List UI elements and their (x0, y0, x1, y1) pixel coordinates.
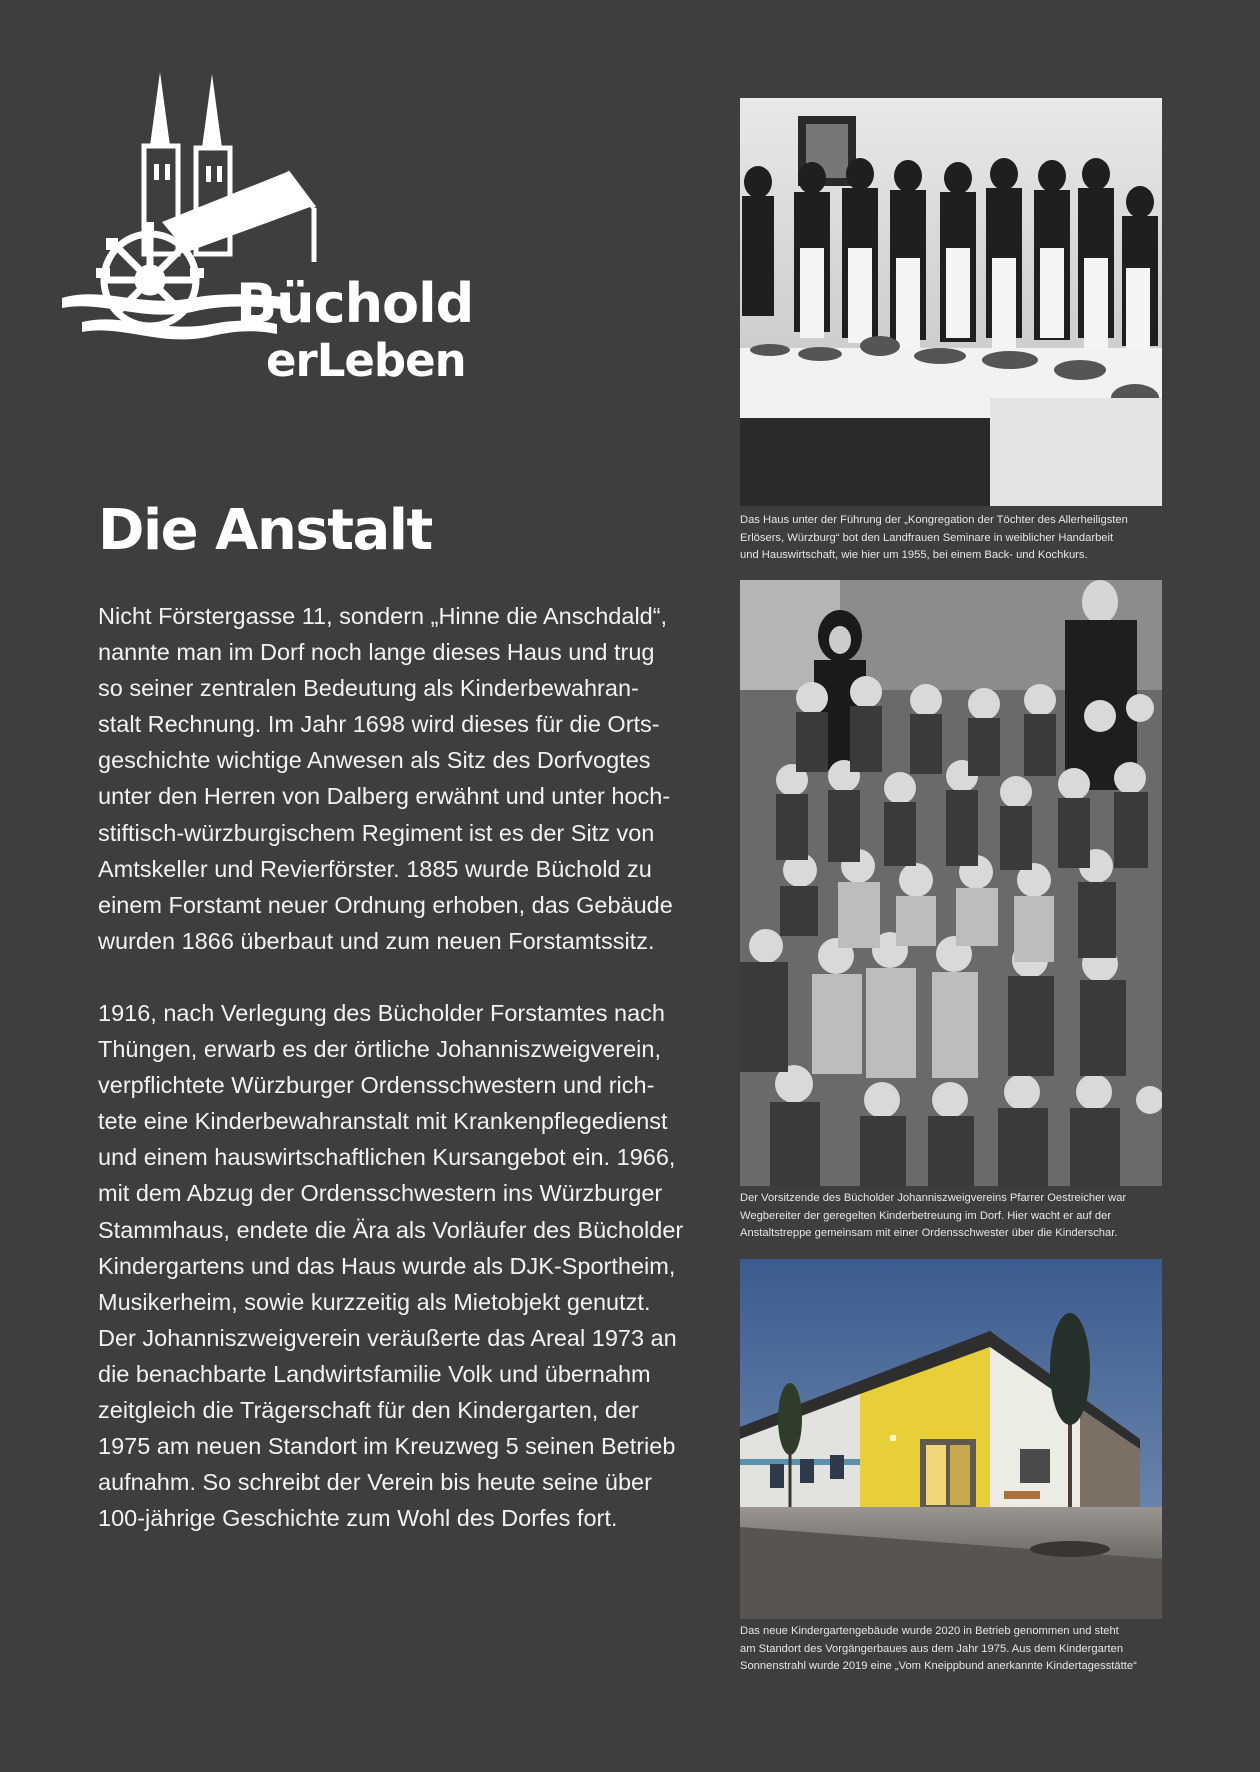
caption-new-kindergarten (740, 1623, 1180, 1676)
caption-line: Der Vorsitzende des Bücholder Johanniszweigvereins Pfarrer Oestreicher war (740, 1192, 1127, 1204)
text-line: so seiner zentralen Bedeutung als Kinderbewahran- (98, 675, 639, 702)
text-line: Nicht Förstergasse 11, sondern „Hinne die Anschdald“, (98, 603, 668, 629)
text-line: stalt Rechnung. Im Jahr 1698 wird dieses für die Orts- (98, 711, 660, 738)
text-line: 1975 am neuen Standort im Kreuzweg 5 seinen Betrieb (98, 1433, 676, 1460)
caption-line: am Standort des Vorgängerbaues aus dem Jahr 1975. Aus dem Kindergarten (740, 1642, 1124, 1655)
caption-line: Das neue Kindergartengebäude wurde 2020 in Betrieb genommen und steht (740, 1625, 1119, 1637)
text-line: einem Forstamt neuer Ordnung erhoben, das Gebäude (98, 891, 673, 918)
text-line: Musikerheim, sowie kurzzeitig als Mietobjekt genutzt. (98, 1288, 651, 1315)
text-line: aufnahm. So schreibt der Verein bis heute seine über (98, 1469, 652, 1496)
photo-cooking-course (740, 98, 1162, 506)
text-line: geschichte wichtige Anwesen als Sitz des Dorfvogtes (98, 747, 651, 774)
caption-line: Sonnenstrahl wurde 2019 eine „Vom Kneippbund anerkannte Kindertagesstätte“ (740, 1660, 1137, 1672)
caption-children-group (740, 1190, 1180, 1243)
photo-children-group (740, 580, 1162, 1186)
buechold-erleben-logo (62, 72, 474, 392)
text-line: Thüngen, erwarb es der örtliche Johanniszweigverein, (98, 1036, 662, 1063)
article-body (98, 598, 698, 1572)
text-line: Amtskeller und Revierförster. 1885 wurde Büchold zu (98, 855, 652, 882)
text-line: und einem hauswirtschaftlichen Kursangebot ein. 1966, (98, 1144, 676, 1171)
text-line: unter den Herren von Dalberg erwähnt und unter hoch- (98, 783, 671, 810)
text-line: 100-jährige Geschichte zum Wohl des Dorfes fort. (98, 1505, 618, 1532)
logo-text-erleben: erLeben (266, 334, 466, 387)
paragraph-history-kindergarten (98, 995, 698, 1536)
text-line: verpflichtete Würzburger Ordensschwestern und rich- (98, 1072, 655, 1099)
photo-new-kindergarten (740, 1259, 1162, 1619)
text-line: mit dem Abzug der Ordensschwestern ins Würzburger (98, 1180, 663, 1207)
caption-cooking-course (740, 512, 1180, 565)
caption-line: Das Haus unter der Führung der „Kongregation der Töchter des Allerheiligsten (740, 514, 1128, 526)
text-line: Stammhaus, endete die Ära als Vorläufer des Bücholder (98, 1216, 684, 1243)
text-line: wurden 1866 überbaut und zum neuen Forstamtssitz. (98, 927, 655, 954)
text-line: Der Johanniszweigverein veräußerte das Areal 1973 an (98, 1324, 677, 1351)
caption-line: Anstaltstreppe gemeinsam mit einer Ordensschwester über die Kinderschar. (740, 1227, 1118, 1239)
caption-line: Wegbereiter der geregelten Kinderbetreuung im Dorf. Hier wacht er auf der (740, 1209, 1112, 1222)
text-line: die benachbarte Landwirtsfamilie Volk und übernahm (98, 1360, 651, 1387)
paragraph-history-forstamt (98, 598, 698, 959)
text-line: nannte man im Dorf noch lange dieses Haus und trug (98, 639, 655, 666)
text-line: 1916, nach Verlegung des Bücholder Forstamtes nach (98, 999, 665, 1026)
text-line: tete eine Kinderbewahranstalt mit Krankenpflegedienst (98, 1108, 668, 1135)
caption-line: und Hauswirtschaft, wie hier um 1955, bei einem Back- und Kochkurs. (740, 549, 1088, 561)
text-line: stiftisch-würzburgischem Regiment ist es der Sitz von (98, 819, 655, 846)
text-line: Kindergartens und das Haus wurde als DJK-Sportheim, (98, 1252, 676, 1279)
page-title: Die Anstalt (98, 498, 432, 563)
caption-line: Erlösers, Würzburg“ bot den Landfrauen Seminare in weiblicher Handarbeit (740, 531, 1114, 544)
logo-text-buechold: Büchold (236, 272, 474, 335)
text-line: zeitgleich die Trägerschaft für den Kindergarten, der (98, 1396, 639, 1423)
